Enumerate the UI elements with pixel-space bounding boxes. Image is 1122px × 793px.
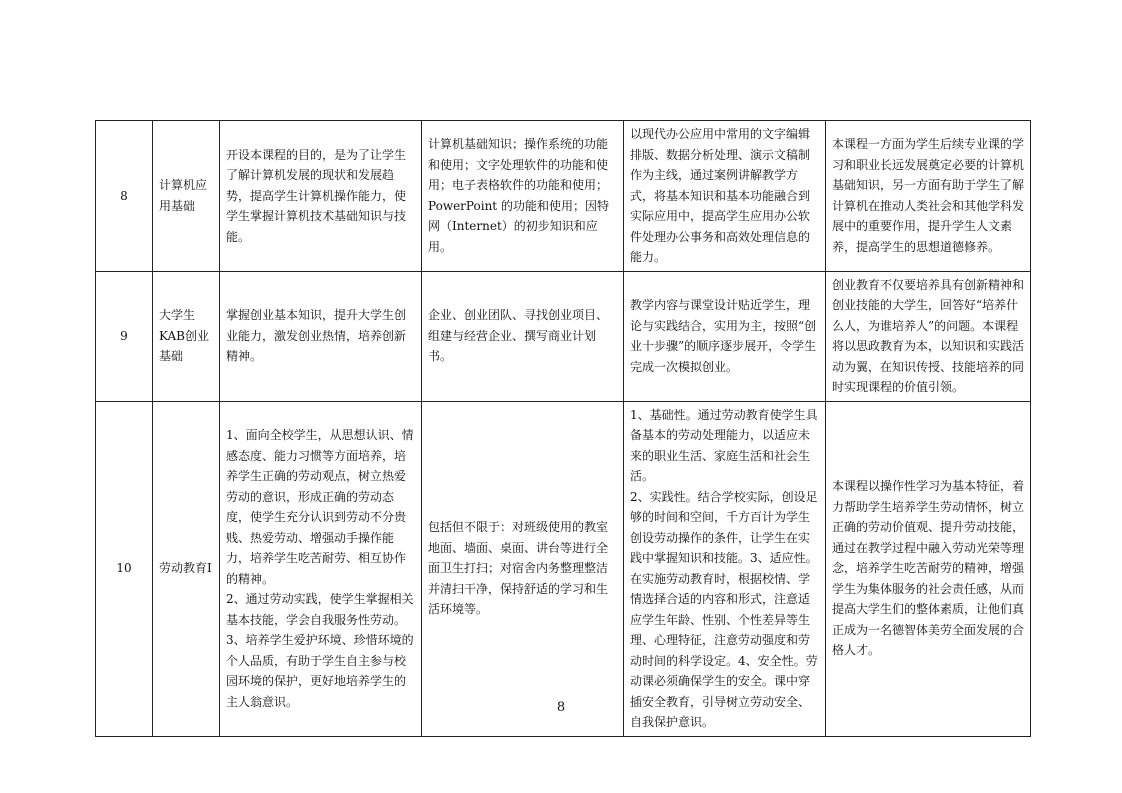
course-content: 企业、创业团队、寻找创业项目、组建与经营企业、撰写商业计划书。	[422, 271, 624, 401]
page-number: 8	[556, 700, 566, 715]
course-table	[95, 120, 1031, 737]
course-name: 大学生KAB创业基础	[153, 271, 220, 401]
teaching-method: 教学内容与课堂设计贴近学生，理论与实践结合，实用为主，按照“创业十步骤”的顺序逐步展开，令学生完成一次模拟创业。	[624, 271, 826, 401]
course-name: 劳动教育I	[153, 401, 220, 736]
course-objective: 开设本课程的目的，是为了让学生了解计算机发展的现状和发展趋势，提高学生计算机操作能力，使学生掌握计算机技术基础知识与技能。	[220, 121, 422, 272]
table-row	[96, 271, 1031, 401]
ideology-element: 创业教育不仅要培养具有创新精神和创业技能的大学生，回答好“培养什么人，为谁培养人”的问题。本课程将以思政教育为本，以知识和实践活动为翼，在知识传授、技能培养的同时实现课程的价值引领。	[826, 271, 1031, 401]
course-objective: 1、面向全校学生，从思想认识、情感态度、能力习惯等方面培养，培养学生正确的劳动观点，树立热爱劳动的意识，形成正确的劳动态度，使学生充分认识到劳动不分贵贱、热爱劳动、增强动手操作能力，培养学生吃苦耐劳、相互协作的精神。 2、通过劳动实践，使学生掌握相关基本技能，学会自我服务性劳动。 3、培养学生爱护环境、珍惜环境的个人品质，有助于学生自主参与校园环境的保护，更好地培养学生的主人翁意识。	[220, 401, 422, 736]
teaching-method: 以现代办公应用中常用的文字编辑排版、数据分析处理、演示文稿制作为主线，通过案例讲解教学方式，将基本知识和基本功能融合到实际应用中，提高学生应用办公软件处理办公事务和高效处理信息的能力。	[624, 121, 826, 272]
course-objective: 掌握创业基本知识，提升大学生创业能力，激发创业热情，培养创新精神。	[220, 271, 422, 401]
course-name: 计算机应用基础	[153, 121, 220, 272]
course-number: 10	[96, 401, 153, 736]
course-number: 8	[96, 121, 153, 272]
table-row	[96, 121, 1031, 272]
course-content: 计算机基础知识；操作系统的功能和使用；文字处理软件的功能和使用；电子表格软件的功能和使用；PowerPoint 的功能和使用；因特网（Internet）的初步知识和应用。	[422, 121, 624, 272]
ideology-element: 本课程一方面为学生后续专业课的学习和职业长远发展奠定必要的计算机基础知识，另一方面有助于学生了解计算机在推动人类社会和其他学科发展中的重要作用，提升学生人文素养，提高学生的思想道德修养。	[826, 121, 1031, 272]
course-content: 包括但不限于：对班级使用的教室地面、墙面、桌面、讲台等进行全面卫生打扫；对宿舍内务整理整洁并清扫干净，保持舒适的学习和生活环境等。	[422, 401, 624, 736]
ideology-element: 本课程以操作性学习为基本特征，着力帮助学生培养学生劳动情怀，树立正确的劳动价值观、提升劳动技能，通过在教学过程中融入劳动光荣等理念，培养学生吃苦耐劳的精神，增强学生为集体服务的社会责任感，从而提高大学生们的整体素质，让他们真正成为一名德智体美劳全面发展的合格人才。	[826, 401, 1031, 736]
course-number: 9	[96, 271, 153, 401]
table-row	[96, 401, 1031, 736]
teaching-method: 1、基础性。通过劳动教育使学生具备基本的劳动处理能力，以适应未来的职业生活、家庭生活和社会生活。 2、实践性。结合学校实际，创设足够的时间和空间，千方百计为学生创设劳动操作的条件，让学生在实践中掌握知识和技能。3、适应性。在实施劳动教育时，根据校情、学情选择合适的内容和形式，注意适应学生年龄、性别、个性差异等生理、心理特征，注意劳动强度和劳动时间的科学设定。4、安全性。劳动课必须确保学生的安全。课中穿插安全教育，引导树立劳动安全、自我保护意识。	[624, 401, 826, 736]
